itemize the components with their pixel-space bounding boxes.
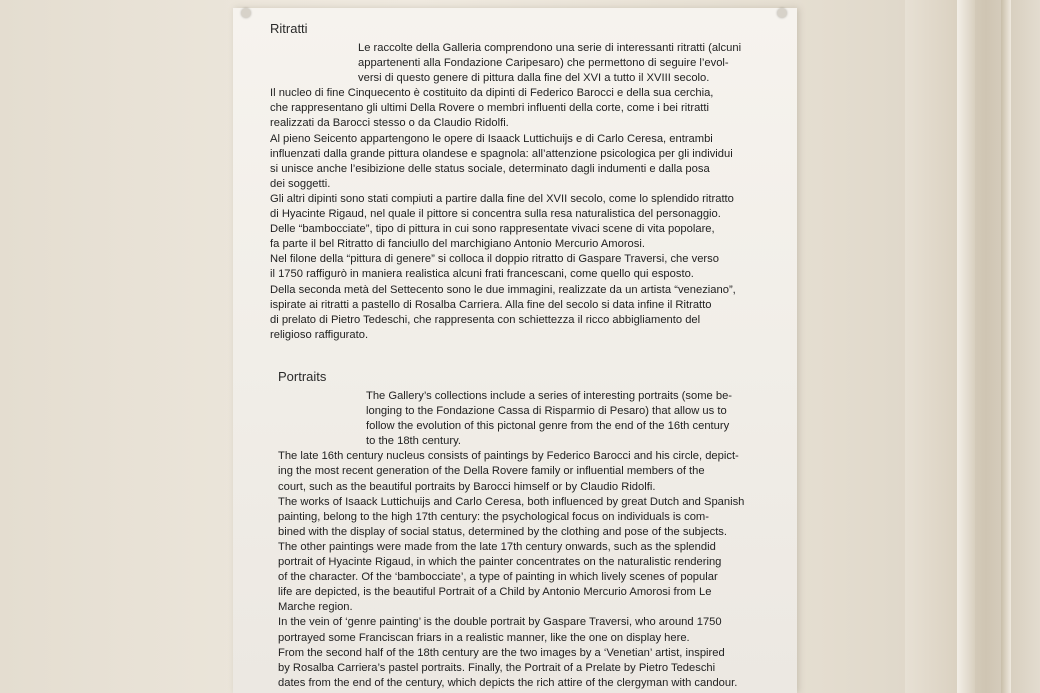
- text-line: The late 16th century nucleus consists of paintings by Federico Barocci and his circle, depict-: [278, 450, 739, 463]
- text-line: by Rosalba Carriera’s pastel portraits. Finally, the Portrait of a Prelate by Pietro Tedeschi: [278, 661, 716, 674]
- text-line: religioso raffigurato.: [270, 328, 369, 341]
- window-frame: [905, 0, 1040, 693]
- text-line: appartenenti alla Fondazione Caripesaro) che permettono di seguire l’evol-: [358, 57, 729, 70]
- text-line: portrait of Hyacinte Rigaud, in which the painter concentrates on the naturalistic rendering: [278, 556, 722, 569]
- text-line: influenzati dalla grande pittura olandese e spagnola: all’attenzione psicologica per gli individui: [270, 147, 733, 160]
- italian-text: [270, 41, 741, 343]
- text-line: ispirate ai ritratti a pastello di Rosalba Carriera. Alla fine del secolo si data infine il Ritratto: [270, 298, 712, 311]
- text-line: court, such as the beautiful portraits by Barocci himself or by Claudio Ridolfi.: [278, 480, 656, 493]
- text-line: che rappresentano gli ultimi Della Rovere o membri influenti della corte, come i bei ritratti: [270, 102, 709, 115]
- text-line: il 1750 raffigurò in maniera realistica alcuni frati francescani, come quello qui esposto.: [270, 268, 694, 281]
- text-line: The works of Isaack Luttichuijs and Carlo Ceresa, both influenced by great Dutch and Spanish: [278, 495, 745, 508]
- text-line: dates from the end of the century, which depicts the rich attire of the clergyman with candour.: [278, 676, 738, 689]
- text-line: realizzati da Barocci stesso o da Claudio Ridolfi.: [270, 117, 509, 130]
- english-text: [278, 389, 744, 691]
- italian-title: Ritratti: [270, 21, 308, 36]
- text-line: Nel filone della “pittura di genere” si colloca il doppio ritratto di Gaspare Traversi, che verso: [270, 253, 719, 266]
- text-line: In the vein of ‘genre painting’ is the double portrait by Gaspare Traversi, who around 1750: [278, 616, 722, 629]
- text-line: to the 18th century.: [366, 435, 461, 448]
- english-title: Portraits: [278, 369, 327, 384]
- text-line: painting, belong to the high 17th century: the psychological focus on individuals is com-: [278, 510, 709, 523]
- mounting-pin: [241, 8, 251, 18]
- museum-text-panel: [233, 8, 797, 693]
- text-line: portrayed some Franciscan friars in a realistic manner, like the one on display here.: [278, 631, 690, 644]
- text-line: Della seconda metà del Settecento sono le due immagini, realizzate da un artista “veneziano”,: [270, 283, 736, 296]
- text-line: Delle “bambocciate”, tipo di pittura in cui sono rappresentate vivaci scene di vita popolare,: [270, 223, 715, 236]
- text-line: si unisce anche l’esibizione delle status sociale, determinato dagli indumenti e dalla posa: [270, 162, 710, 175]
- wall: [0, 0, 240, 693]
- mounting-pin: [777, 8, 787, 18]
- frame-edge: [957, 0, 975, 693]
- text-line: follow the evolution of this pictonal genre from the end of the 16th century: [366, 420, 730, 433]
- text-line: versi di questo genere di pittura dalla fine del XVI a tutto il XVIII secolo.: [358, 72, 710, 85]
- text-line: di Hyacinte Rigaud, nel quale il pittore si concentra sulla resa naturalistica del personaggio.: [270, 208, 721, 221]
- text-line: bined with the display of social status, determined by the clothing and pose of the subjects.: [278, 525, 728, 538]
- text-line: fa parte il bel Ritratto di fanciullo del marchigiano Antonio Mercurio Amorosi.: [270, 238, 645, 251]
- text-line: longing to the Fondazione Cassa di Risparmio di Pesaro) that allow us to: [366, 405, 727, 418]
- text-line: ing the most recent generation of the Della Rovere family or influential members of the: [278, 465, 705, 478]
- text-line: Marche region.: [278, 601, 353, 614]
- text-line: Gli altri dipinti sono stati compiuti a partire dalla fine del XVII secolo, come lo splendido ritratto: [270, 192, 734, 205]
- text-line: of the character. Of the ‘bambocciate’, a type of painting in which lively scenes of popular: [278, 571, 718, 584]
- text-line: From the second half of the 18th century are the two images by a ‘Venetian’ artist, inspired: [278, 646, 725, 659]
- frame-edge: [1001, 0, 1011, 693]
- text-line: Il nucleo di fine Cinquecento è costituito da dipinti di Federico Barocci e della sua cerchia,: [270, 87, 714, 100]
- text-line: The Gallery’s collections include a series of interesting portraits (some be-: [366, 390, 733, 402]
- text-line: di prelato di Pietro Tedeschi, che rappresenta con schiettezza il ricco abbigliamento del: [270, 313, 701, 326]
- text-line: dei soggetti.: [270, 177, 331, 190]
- text-line: Le raccolte della Galleria comprendono una serie di interessanti ritratti (alcuni: [358, 42, 742, 54]
- text-line: life are depicted, is the beautiful Portrait of a Child by Antonio Mercurio Amorosi from Le: [278, 586, 712, 599]
- text-line: The other paintings were made from the late 17th century onwards, such as the splendid: [278, 540, 716, 553]
- text-line: Al pieno Seicento appartengono le opere di Isaack Luttichuijs e di Carlo Ceresa, entrambi: [270, 132, 713, 145]
